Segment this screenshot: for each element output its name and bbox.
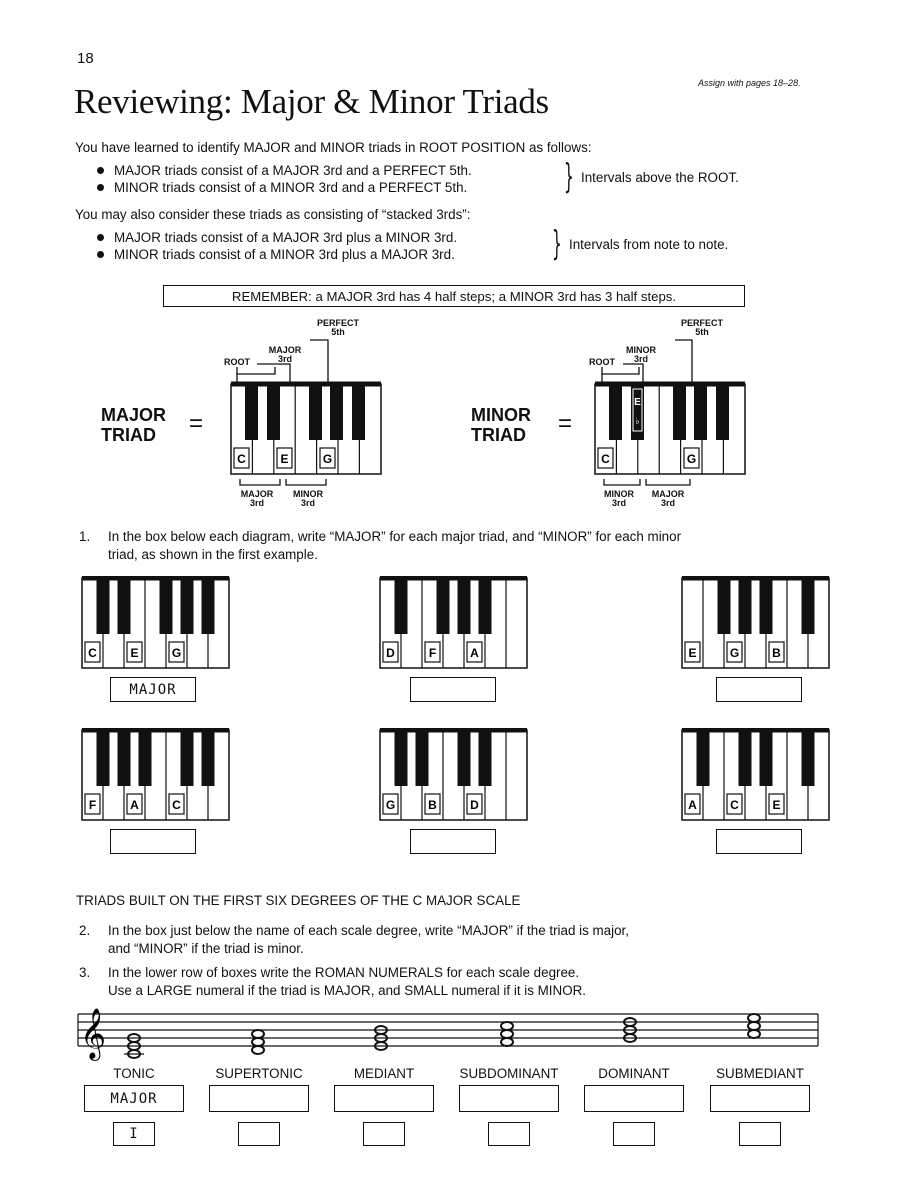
exercise-keyboard <box>80 576 234 672</box>
key-note-label: E <box>772 798 781 812</box>
question-2-number: 2. <box>79 923 91 938</box>
answer-box[interactable] <box>110 829 196 854</box>
key-note-label: F <box>428 646 437 660</box>
bullet-dot-icon <box>97 167 104 174</box>
numeral-answer-box[interactable] <box>363 1122 405 1146</box>
quality-answer-box[interactable] <box>334 1085 434 1112</box>
key-note-label: C <box>172 798 181 812</box>
bullet-dot-icon <box>97 251 104 258</box>
exercise-keyboard <box>378 576 532 672</box>
root-label: ROOT <box>224 357 250 367</box>
numeral-answer-box[interactable] <box>488 1122 530 1146</box>
chord-note <box>501 1022 513 1030</box>
major-triad-keyboard <box>228 381 384 477</box>
key-note-label: D <box>470 798 479 812</box>
question-1-number: 1. <box>79 529 91 544</box>
note-note-to-note: Intervals from note to note. <box>569 237 729 252</box>
key-note-label: E <box>688 646 697 660</box>
chord-note <box>252 1038 264 1046</box>
triad-chords <box>124 1014 760 1058</box>
exercise-keyboard <box>680 576 834 672</box>
answer-box[interactable] <box>410 829 496 854</box>
numeral-answer-box[interactable] <box>238 1122 280 1146</box>
equals-sign: = <box>558 410 573 437</box>
chord-note <box>252 1030 264 1038</box>
major-triad-label: MAJOR TRIAD <box>101 405 167 445</box>
key-note-label: F <box>88 798 97 812</box>
chord-note <box>501 1030 513 1038</box>
key-note-label: G <box>686 452 697 466</box>
question-3-number: 3. <box>79 965 91 980</box>
answer-box[interactable] <box>410 677 496 702</box>
quality-answer-box[interactable] <box>584 1085 684 1112</box>
major-third-label: MAJOR 3rd <box>268 345 302 364</box>
equals-sign: = <box>189 410 204 437</box>
scale-degree-name: SUBDOMINANT <box>459 1066 559 1081</box>
assign-note: Assign with pages 18–28. <box>698 78 801 88</box>
exercise-keyboard <box>378 728 532 824</box>
bullet-dot-icon <box>97 234 104 241</box>
page-title: Reviewing: Major & Minor Triads <box>74 82 549 121</box>
brace-icon: } <box>551 224 562 264</box>
key-note-label: A <box>130 798 139 812</box>
note-above-root: Intervals above the ROOT. <box>581 170 739 185</box>
scale-degree-name: TONIC <box>113 1066 155 1081</box>
root-label: ROOT <box>589 357 615 367</box>
answer-box[interactable]: MAJOR <box>110 677 196 702</box>
bullet-major-intervals: MAJOR triads consist of a MAJOR 3rd and a PERFECT 5th. <box>97 163 472 178</box>
key-note-label: C <box>601 452 610 466</box>
below-major-third: MAJOR 3rd <box>651 489 685 508</box>
perfect-fifth-label: PERFECT 5th <box>316 318 359 337</box>
scale-degree-name: SUBMEDIANT <box>716 1066 804 1081</box>
answer-box[interactable] <box>716 829 802 854</box>
bullet-minor-intervals: MINOR triads consist of a MINOR 3rd and a PERFECT 5th. <box>97 180 467 195</box>
key-note-label: G <box>322 452 333 466</box>
question-3-text: In the lower row of boxes write the ROMAN NUMERALS for each scale degree. Use a LARGE numeral if the triad is MAJOR, and SMALL numeral if it is MINOR. <box>108 965 587 998</box>
section-heading: TRIADS BUILT ON THE FIRST SIX DEGREES OF THE C MAJOR SCALE <box>76 893 521 908</box>
bullet-major-stacked: MAJOR triads consist of a MAJOR 3rd plus a MINOR 3rd. <box>97 230 457 245</box>
numeral-answer-box[interactable]: I <box>113 1122 155 1146</box>
key-note-label: C <box>88 646 97 660</box>
exercise-keyboard <box>80 728 234 824</box>
numeral-answer-box[interactable] <box>739 1122 781 1146</box>
chord-note <box>252 1046 264 1054</box>
key-note-label: G <box>171 646 182 660</box>
page-number: 18 <box>77 50 94 67</box>
music-staff <box>74 1000 822 1064</box>
chord-note <box>501 1038 513 1046</box>
perfect-fifth-label: PERFECT 5th <box>680 318 723 337</box>
key-note-label: A <box>470 646 479 660</box>
quality-answer-box[interactable]: MAJOR <box>84 1085 184 1112</box>
key-note-label: E <box>280 452 289 466</box>
flat-icon: ♭ <box>635 416 640 426</box>
quality-answer-box[interactable] <box>459 1085 559 1112</box>
question-2-text: In the box just below the name of each scale degree, write “MAJOR” if the triad is major, and “MINOR” if the triad is minor. <box>108 923 629 956</box>
quality-answer-box[interactable] <box>710 1085 810 1112</box>
below-minor-third: MINOR 3rd <box>293 489 323 508</box>
scale-degree-name: SUPERTONIC <box>215 1066 303 1081</box>
chord-note <box>748 1030 760 1038</box>
key-note-label: A <box>688 798 697 812</box>
remember-box: REMEMBER: a MAJOR 3rd has 4 half steps; a MINOR 3rd has 3 half steps. <box>163 285 745 307</box>
question-1-text: In the box below each diagram, write “MAJOR” for each major triad, and “MINOR” for each minor triad, as shown in the first example. <box>108 529 682 562</box>
key-note-label: B <box>428 798 437 812</box>
key-note-label: E <box>130 646 139 660</box>
chord-note <box>748 1014 760 1022</box>
key-note-label: D <box>386 646 395 660</box>
below-minor-third: MINOR 3rd <box>604 489 634 508</box>
key-note-label: G <box>385 798 396 812</box>
bullet-minor-stacked: MINOR triads consist of a MINOR 3rd plus a MAJOR 3rd. <box>97 247 455 262</box>
answer-box[interactable] <box>716 677 802 702</box>
intro-text-2: You may also consider these triads as consisting of “stacked 3rds”: <box>75 207 471 222</box>
exercise-keyboard <box>680 728 834 824</box>
chord-note <box>748 1022 760 1030</box>
minor-triad-label: MINOR TRIAD <box>471 405 531 445</box>
scale-degree-name: DOMINANT <box>598 1066 670 1081</box>
below-major-third: MAJOR 3rd <box>240 489 274 508</box>
brace-icon: } <box>563 157 574 197</box>
black-key-note-label: E <box>634 397 641 408</box>
key-note-label: G <box>729 646 740 660</box>
quality-answer-box[interactable] <box>209 1085 309 1112</box>
numeral-answer-box[interactable] <box>613 1122 655 1146</box>
minor-third-label: MINOR 3rd <box>626 345 656 364</box>
scale-degree-name: MEDIANT <box>353 1066 415 1081</box>
intro-text-1: You have learned to identify MAJOR and MINOR triads in ROOT POSITION as follows: <box>75 140 592 155</box>
key-note-label: B <box>772 646 781 660</box>
key-note-label: C <box>237 452 246 466</box>
treble-clef-icon: 𝄞 <box>80 1009 107 1058</box>
key-note-label: C <box>730 798 739 812</box>
minor-triad-keyboard <box>592 381 748 477</box>
bullet-dot-icon <box>97 184 104 191</box>
